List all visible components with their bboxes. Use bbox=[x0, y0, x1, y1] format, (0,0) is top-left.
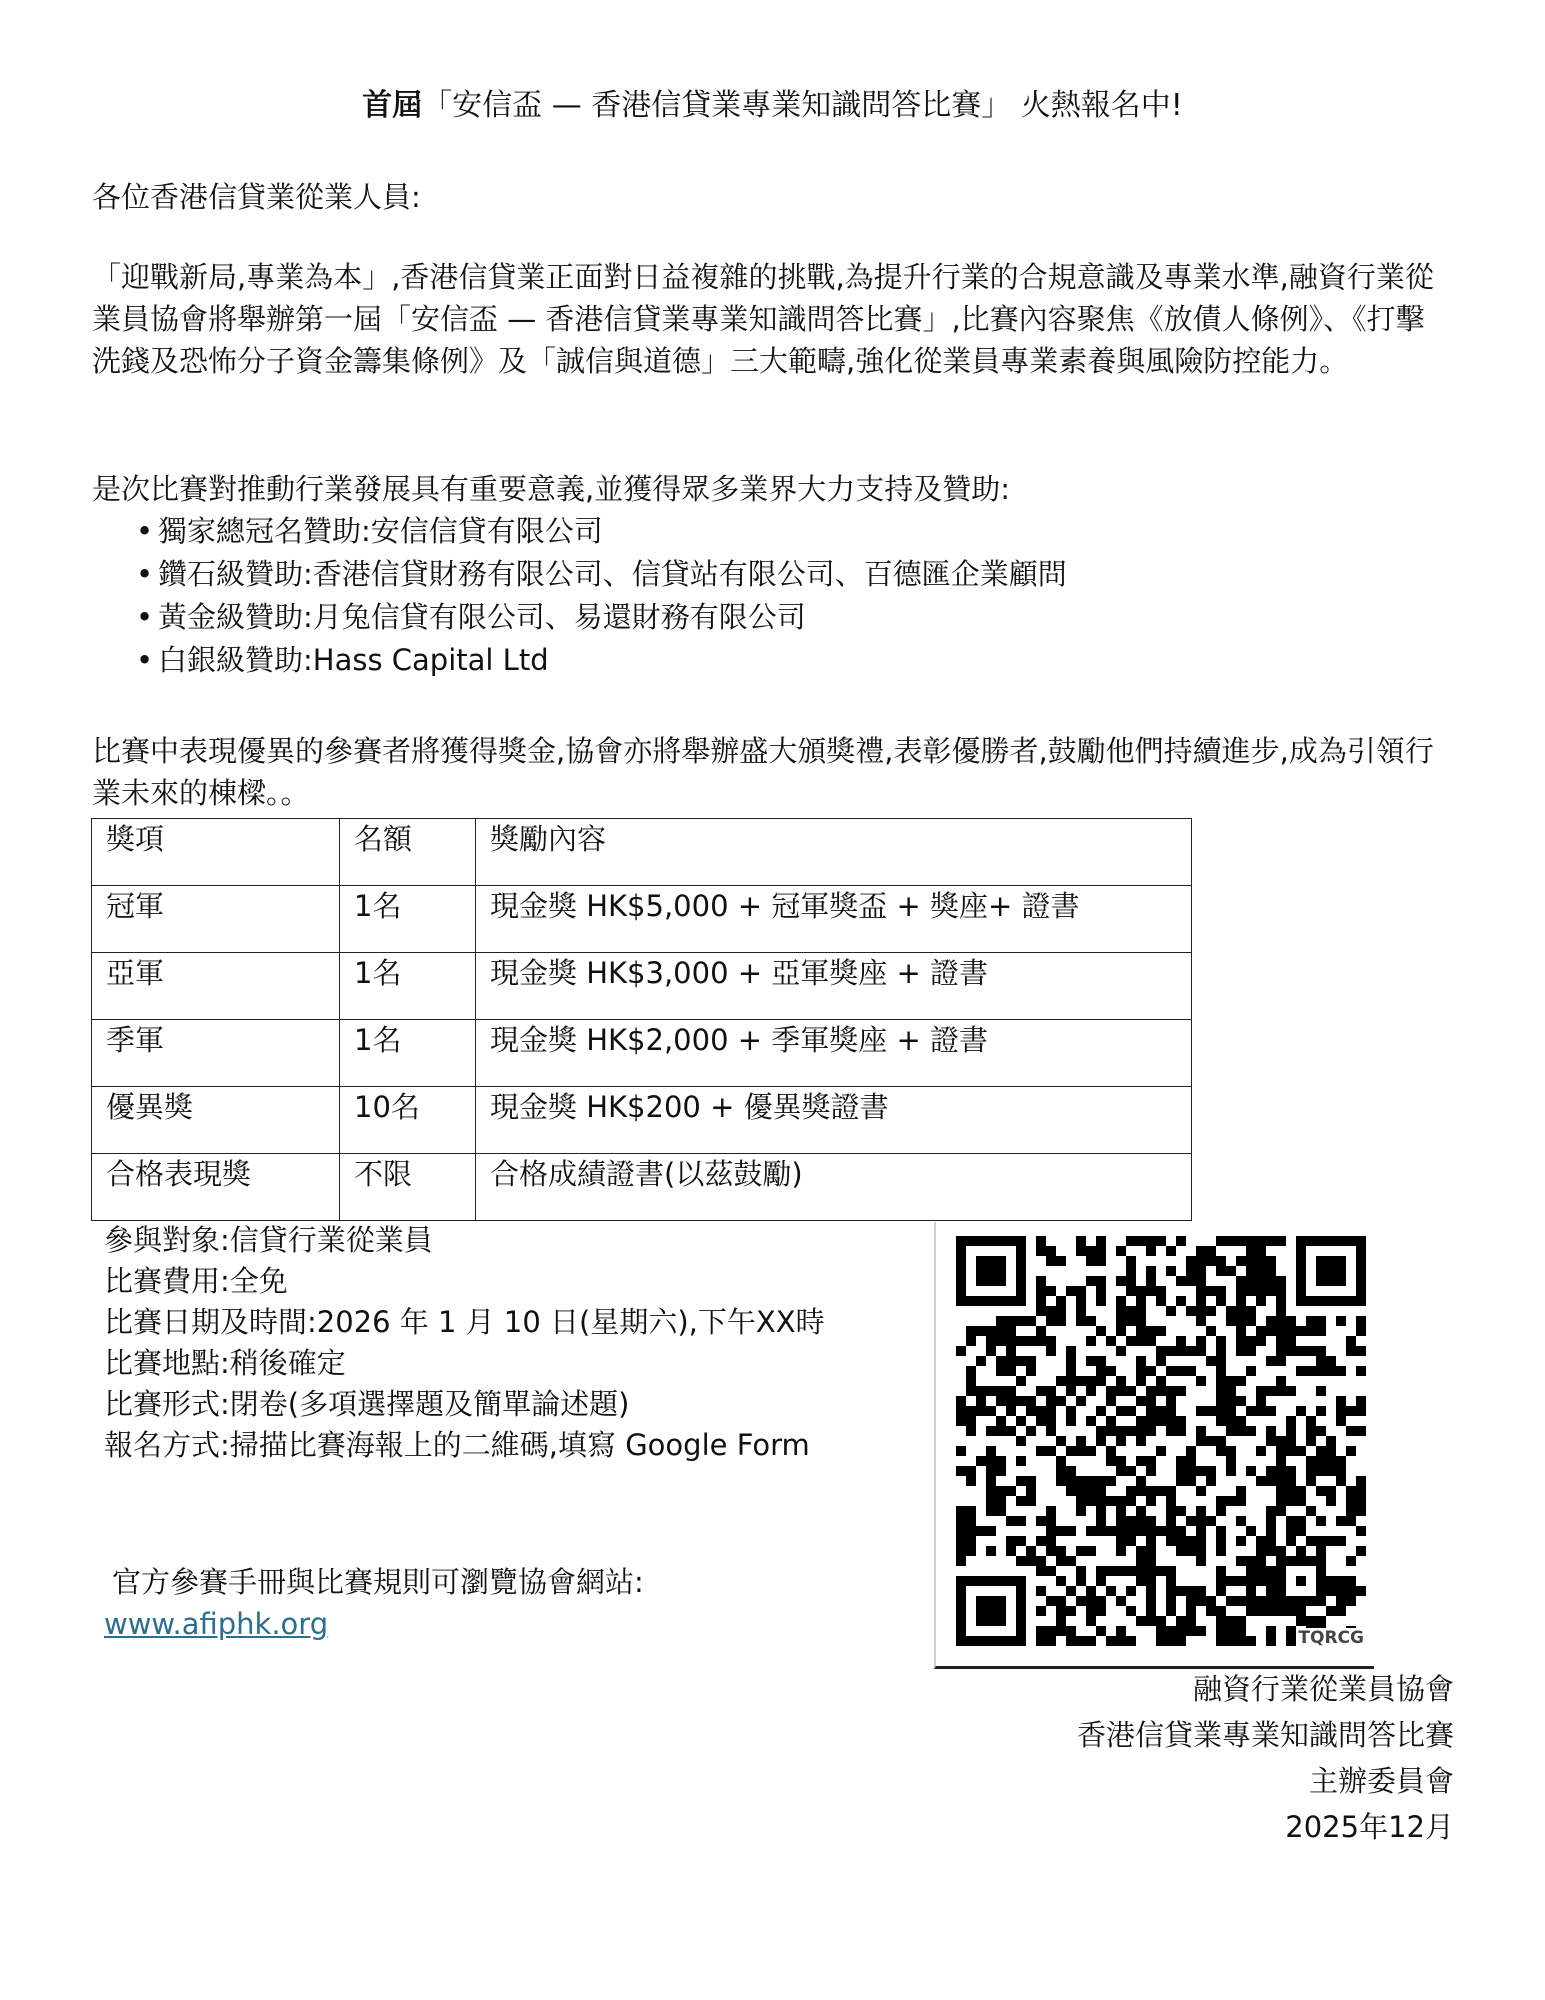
competition-details bbox=[104, 1220, 934, 1466]
title-name: 「安信盃 — 香港信貸業專業知識問答比賽」 bbox=[422, 88, 1012, 123]
table-cell: 合格表現獎 bbox=[92, 1154, 340, 1221]
table-cell: 合格成績證書(以茲鼓勵) bbox=[476, 1154, 1192, 1221]
website-link[interactable]: www.afiphk.org bbox=[104, 1607, 329, 1641]
table-row bbox=[92, 1087, 1192, 1154]
table-row bbox=[92, 1154, 1192, 1221]
signature-date: 2025年12月 bbox=[1285, 1810, 1454, 1844]
closing-paragraph: 比賽中表現優異的參賽者將獲得獎金,協會亦將舉辦盛大頒獎禮,表彰優勝者,鼓勵他們持續進步,成為引領行業未來的棟樑。。 bbox=[92, 734, 1434, 810]
table-row bbox=[92, 953, 1192, 1020]
qr-code-image[interactable] bbox=[934, 1222, 1374, 1669]
detail-line: 比賽日期及時間:2026 年 1 月 10 日(星期六),下午XX時 bbox=[104, 1305, 825, 1339]
page-title bbox=[0, 84, 1545, 128]
table-header-cell: 名額 bbox=[340, 819, 476, 886]
table-row bbox=[92, 886, 1192, 953]
intro-paragraph: 「迎戰新局,專業為本」,香港信貸業正面對日益複雜的挑戰,為提升行業的合規意識及專業水準,融資行業從業員協會將舉辦第一屆「安信盃 — 香港信貸業專業知識問答比賽」,比賽內容聚焦《放債人條例》、《打擊洗錢及恐怖分子資金籌集條例》及「誠信與道德」三大範疇,強化從業員專業素養與風險防控能力。 bbox=[92, 260, 1434, 378]
title-suffix: 火熱報名中! bbox=[1011, 88, 1183, 123]
detail-line: 參與對象:信貸行業從業員 bbox=[104, 1223, 433, 1257]
sponsor-item: • 黃金級贊助:月兔信貸有限公司、易還財務有限公司 bbox=[136, 596, 1067, 639]
table-header-row bbox=[92, 819, 1192, 886]
title-prefix: 首屆 bbox=[362, 88, 423, 123]
sponsor-list bbox=[136, 510, 1067, 682]
signature-committee: 主辦委員會 bbox=[1308, 1764, 1454, 1798]
table-cell: 冠軍 bbox=[92, 886, 340, 953]
table-cell: 現金獎 HK$200 + 優異獎證書 bbox=[476, 1087, 1192, 1154]
sponsor-item: • 鑽石級贊助:香港信貸財務有限公司、信貸站有限公司、百德匯企業顧問 bbox=[136, 553, 1067, 596]
table-cell: 不限 bbox=[340, 1154, 476, 1221]
table-cell: 季軍 bbox=[92, 1020, 340, 1087]
table-header-cell: 獎項 bbox=[92, 819, 340, 886]
table-cell: 現金獎 HK$2,000 + 季軍獎座 + 證書 bbox=[476, 1020, 1192, 1087]
table-cell: 1名 bbox=[340, 886, 476, 953]
support-intro: 是次比賽對推動行業發展具有重要意義,並獲得眾多業界大力支持及贊助: bbox=[92, 472, 1010, 506]
table-cell: 現金獎 HK$3,000 + 亞軍獎座 + 證書 bbox=[476, 953, 1192, 1020]
qr-code-icon bbox=[956, 1236, 1366, 1646]
table-cell: 10名 bbox=[340, 1087, 476, 1154]
detail-line: 比賽地點:稍後確定 bbox=[104, 1346, 346, 1380]
signature-block bbox=[1077, 1666, 1454, 1850]
detail-line: 報名方式:掃描比賽海報上的二維碼,填寫 Google Form bbox=[104, 1428, 810, 1462]
table-header-cell: 獎勵內容 bbox=[476, 819, 1192, 886]
website-label: 官方參賽手冊與比賽規則可瀏覽協會網站: bbox=[112, 1565, 644, 1599]
table-cell: 1名 bbox=[340, 1020, 476, 1087]
table-cell: 亞軍 bbox=[92, 953, 340, 1020]
table-cell: 1名 bbox=[340, 953, 476, 1020]
sponsor-item: • 白銀級贊助:Hass Capital Ltd bbox=[136, 639, 1067, 682]
table-cell: 優異獎 bbox=[92, 1087, 340, 1154]
sponsor-item: • 獨家總冠名贊助:安信信貸有限公司 bbox=[136, 510, 1067, 553]
signature-org: 融資行業從業員協會 bbox=[1192, 1672, 1454, 1706]
qr-logo-text: TQRCG bbox=[1298, 1628, 1364, 1648]
table-cell: 現金獎 HK$5,000 + 冠軍獎盃 + 獎座+ 證書 bbox=[476, 886, 1192, 953]
signature-event: 香港信貸業專業知識問答比賽 bbox=[1076, 1718, 1454, 1752]
greeting: 各位香港信貸業從業人員: bbox=[92, 180, 421, 214]
detail-line: 比賽形式:閉卷(多項選擇題及簡單論述題) bbox=[104, 1387, 630, 1421]
table-row bbox=[92, 1020, 1192, 1087]
prize-table bbox=[91, 818, 1192, 1221]
detail-line: 比賽費用:全免 bbox=[104, 1264, 288, 1298]
